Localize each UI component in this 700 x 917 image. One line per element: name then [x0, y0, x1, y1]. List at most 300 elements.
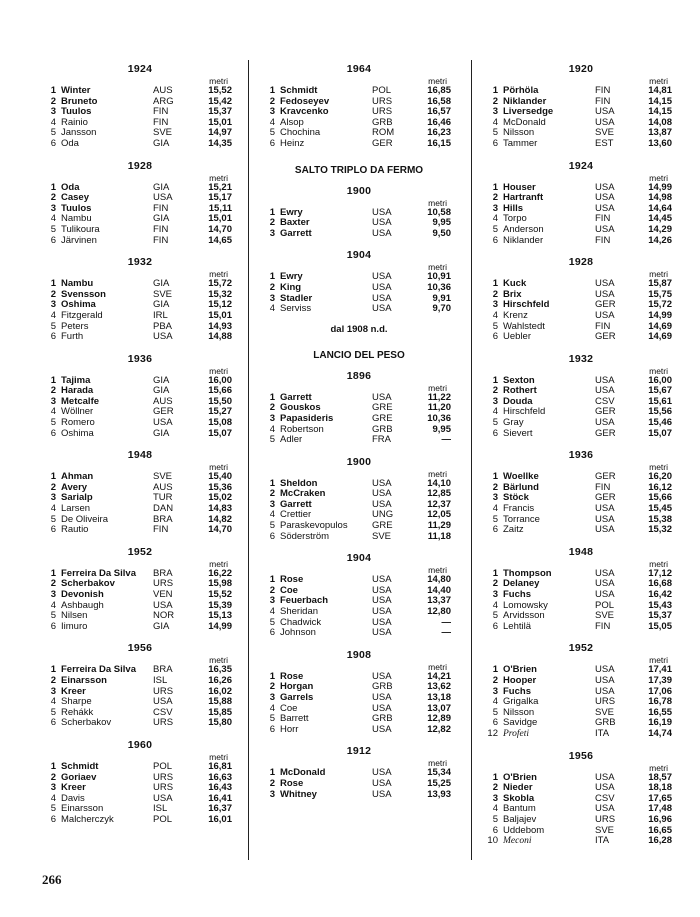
athlete-name: Schmidt [61, 761, 99, 772]
place-number: 1 [269, 85, 275, 96]
unit-label: metri [428, 76, 447, 86]
place-number: 5 [492, 513, 498, 525]
country-code: AUS [153, 395, 173, 407]
athlete-name: Tuulos [61, 203, 92, 214]
place-number: 4 [492, 803, 498, 815]
result-value: 16,68 [648, 578, 672, 590]
place-number: 6 [50, 234, 56, 246]
result-value: 15,13 [208, 610, 232, 622]
place-number: 6 [50, 137, 56, 149]
place-number: 3 [492, 202, 498, 214]
result-value: 16,26 [208, 674, 232, 686]
place-number: 3 [269, 595, 275, 607]
athlete-name: Gray [503, 418, 524, 429]
result-row [263, 489, 455, 500]
place-number: 4 [269, 116, 275, 128]
result-row [263, 86, 455, 97]
country-code: USA [595, 192, 615, 204]
country-code: USA [595, 288, 615, 300]
place-number: 3 [269, 292, 275, 304]
country-code: ROM [372, 127, 395, 139]
unit-label: metri [649, 655, 668, 666]
result-value: 17,48 [648, 803, 672, 815]
athlete-name: Douda [503, 396, 533, 407]
place-number: 4 [492, 503, 498, 515]
athlete-name: Scherbakov [61, 718, 112, 729]
result-row [44, 376, 236, 387]
place-number: 1 [492, 567, 498, 579]
result-value: 14,69 [648, 331, 672, 343]
year-block [263, 62, 455, 150]
athlete-name: Garrett [280, 392, 312, 403]
athlete-name: Hooper [503, 675, 537, 686]
result-row [263, 500, 455, 511]
athlete-name: Brix [503, 289, 522, 300]
athlete-name: Delaney [503, 579, 540, 590]
place-number: 6 [492, 427, 498, 439]
place-number: 3 [50, 202, 56, 214]
unit-label: metri [428, 565, 447, 576]
country-code: SVE [153, 288, 173, 300]
year-block [486, 749, 676, 847]
athlete-name: Ewry [280, 272, 303, 283]
athlete-name: Nilsson [503, 707, 535, 718]
result-row [263, 693, 455, 704]
place-number: 5 [269, 616, 275, 628]
country-code: BRA [153, 513, 173, 525]
result-value: 11,29 [427, 520, 451, 532]
athlete-name: Horr [280, 724, 299, 735]
athlete-name: Harada [61, 386, 94, 397]
place-number: 6 [492, 234, 498, 246]
athlete-name: Johnson [280, 628, 316, 639]
place-number: 2 [269, 681, 275, 693]
result-row [486, 729, 676, 740]
athlete-name: Rehákk [61, 707, 94, 718]
athlete-name: Ferreira Da Silva [61, 568, 136, 579]
result-row [263, 403, 455, 414]
place-number: 6 [492, 717, 498, 729]
result-value: 16,23 [427, 127, 451, 139]
result-row [44, 193, 236, 204]
place-number: 5 [50, 417, 56, 429]
result-value: 11,20 [427, 402, 451, 414]
year-heading: 1936 [127, 352, 153, 365]
place-number: 3 [50, 685, 56, 697]
athlete-name: Malcherczyk [61, 814, 114, 825]
result-value: 16,58 [427, 95, 451, 107]
result-row [44, 107, 236, 118]
result-value: 15,56 [648, 406, 672, 418]
athlete-name: Gouskos [280, 403, 321, 414]
result-value: 15,25 [427, 777, 451, 789]
result-value: 16,65 [648, 824, 672, 836]
country-code: USA [595, 202, 615, 214]
place-number: 1 [50, 664, 56, 676]
place-number: 3 [492, 106, 498, 118]
result-row [44, 601, 236, 612]
result-value: 14,99 [648, 309, 672, 321]
athlete-name: Kreer [61, 686, 86, 697]
country-code: USA [595, 181, 615, 193]
place-number: 5 [269, 434, 275, 446]
place-number: 5 [492, 610, 498, 622]
athlete-name: Arvidsson [503, 611, 545, 622]
athlete-name: Baljajev [503, 814, 537, 825]
country-code: USA [595, 309, 615, 321]
place-number: 2 [50, 95, 56, 107]
result-row [486, 86, 676, 97]
country-code: BRA [153, 567, 173, 579]
year-heading: 1948 [568, 545, 594, 558]
result-row [44, 97, 236, 108]
country-code: USA [372, 616, 392, 628]
athlete-name: Anderson [503, 224, 544, 235]
result-row [44, 118, 236, 129]
place-number: 1 [269, 271, 275, 283]
result-value: 14,29 [648, 223, 672, 235]
result-value: 16,85 [427, 85, 451, 96]
result-row [263, 607, 455, 618]
athlete-name: Coe [280, 703, 298, 714]
country-code: FIN [153, 202, 169, 214]
athlete-name: Savidge [503, 718, 538, 729]
year-block [44, 448, 236, 536]
place-number: 5 [492, 127, 498, 139]
place-number: 5 [492, 417, 498, 429]
place-number: 4 [492, 309, 498, 321]
country-code: USA [595, 223, 615, 235]
result-value: 9,50 [432, 227, 451, 239]
country-code: USA [153, 417, 173, 429]
athlete-name: Meconi [503, 836, 532, 847]
country-code: SVE [153, 471, 173, 483]
result-row [44, 783, 236, 794]
place-number: 2 [492, 481, 498, 493]
athlete-name: Wöllner [61, 407, 94, 418]
country-code: GIA [153, 374, 170, 386]
year-block [486, 545, 676, 633]
year-heading: 1964 [346, 63, 372, 75]
result-value: 16,00 [648, 374, 672, 386]
country-code: USA [595, 417, 615, 429]
country-code: USA [595, 374, 615, 386]
place-number: 10 [487, 835, 498, 847]
athlete-name: Sarialp [61, 493, 93, 504]
place-number: 2 [269, 488, 275, 500]
place-number: 2 [492, 674, 498, 686]
athlete-name: Scherbakov [61, 579, 115, 590]
result-row [44, 322, 236, 333]
country-code: GIA [153, 213, 170, 225]
athlete-name: Fuchs [503, 686, 531, 697]
place-number: 6 [269, 723, 275, 735]
year-heading: 1932 [127, 256, 153, 269]
place-number: 3 [492, 395, 498, 407]
place-number: 5 [50, 803, 56, 815]
unit-label: metri [428, 262, 447, 273]
athlete-name: Ferreira Da Silva [61, 665, 136, 676]
athlete-name: Torpo [503, 214, 527, 225]
country-code: POL [153, 813, 173, 825]
result-value: 18,57 [648, 771, 672, 783]
result-row [263, 272, 455, 283]
country-code: USA [595, 567, 615, 579]
year-heading: 1896 [346, 369, 372, 382]
place-number: 2 [492, 192, 498, 204]
year-heading: 1924 [568, 159, 594, 172]
athlete-name: Fedoseyev [280, 96, 330, 107]
result-value: 12,37 [427, 498, 451, 510]
column-divider [248, 60, 249, 860]
result-value: 15,21 [208, 181, 232, 193]
place-number: 6 [492, 524, 498, 536]
country-code: USA [372, 227, 392, 239]
country-code: USA [372, 488, 392, 500]
place-number: 1 [492, 471, 498, 483]
result-row [263, 393, 455, 404]
athlete-name: Ahman [61, 472, 94, 483]
year-heading: 1952 [568, 642, 594, 655]
result-row [44, 483, 236, 494]
place-number: 4 [50, 309, 56, 321]
athlete-name: Woellke [503, 472, 539, 483]
place-number: 3 [269, 106, 275, 118]
result-value: 16,01 [208, 813, 232, 825]
year-heading: 1900 [346, 184, 372, 197]
place-number: 2 [492, 578, 498, 590]
result-value: 14,99 [648, 181, 672, 193]
country-code: SVE [595, 610, 615, 622]
result-value: — [441, 616, 451, 628]
country-code: GER [595, 492, 616, 504]
result-value: 9,70 [432, 303, 451, 315]
country-code: FIN [595, 85, 611, 96]
result-value: 15,87 [648, 278, 672, 290]
result-row [44, 525, 236, 536]
country-code: SVE [595, 706, 615, 718]
place-number: 3 [269, 227, 275, 239]
place-number: 1 [269, 670, 275, 682]
result-row [44, 687, 236, 698]
athlete-name: Sievert [503, 428, 533, 439]
result-value: 16,28 [648, 835, 672, 847]
athlete-name: Uddebom [503, 825, 545, 836]
result-row [44, 418, 236, 429]
result-row [44, 794, 236, 805]
athlete-name: Kreer [61, 783, 86, 794]
result-row [263, 414, 455, 425]
results-column-1 [44, 58, 236, 835]
country-code: CSV [595, 792, 615, 804]
athlete-name: Bantum [503, 804, 536, 815]
country-code: GRE [372, 412, 393, 424]
result-value: 15,12 [208, 299, 232, 311]
athlete-name: Crettier [280, 510, 312, 521]
result-value: 14,98 [648, 192, 672, 204]
result-value: 13,93 [427, 788, 451, 800]
country-code: NOR [153, 610, 175, 622]
country-code: URS [153, 717, 174, 729]
country-code: USA [595, 685, 615, 697]
country-code: USA [372, 723, 392, 735]
country-code: URS [153, 782, 174, 794]
result-row [44, 236, 236, 247]
country-code: URS [153, 578, 174, 590]
place-number: 5 [50, 706, 56, 718]
place-number: 3 [50, 782, 56, 794]
place-number: 1 [269, 206, 275, 218]
place-number: 2 [269, 95, 275, 107]
athlete-name: Papasideris [280, 413, 334, 424]
year-block [263, 248, 455, 314]
result-value: 12,89 [427, 713, 451, 725]
year-heading: 1936 [568, 449, 594, 462]
athlete-name: McCraken [280, 489, 326, 500]
country-code: AUS [153, 85, 173, 96]
country-code: UNG [372, 509, 394, 521]
place-number: 4 [269, 509, 275, 521]
result-value: 14,64 [648, 202, 672, 214]
year-block [44, 255, 236, 343]
place-number: 5 [269, 520, 275, 532]
result-row [44, 590, 236, 601]
place-number: 2 [50, 288, 56, 300]
place-number: 1 [492, 85, 498, 96]
place-number: 6 [492, 824, 498, 836]
country-code: USA [153, 599, 173, 611]
place-number: 2 [269, 584, 275, 596]
result-row [44, 493, 236, 504]
athlete-name: Lehtilä [503, 621, 531, 632]
year-block [486, 159, 676, 247]
country-code: GER [595, 331, 616, 343]
country-code: AUS [153, 481, 173, 493]
place-number: 4 [50, 116, 56, 128]
place-number: 5 [269, 713, 275, 725]
place-number: 5 [50, 320, 56, 332]
athlete-name: Järvinen [61, 235, 97, 246]
country-code: USA [372, 767, 392, 779]
athlete-name: Oda [61, 138, 79, 149]
result-value: 17,06 [648, 685, 672, 697]
result-row [44, 290, 236, 301]
country-code: TUR [153, 492, 173, 504]
place-number: 3 [492, 589, 498, 600]
country-code: GIA [153, 299, 170, 311]
country-code: ARG [153, 95, 174, 107]
result-row [44, 665, 236, 676]
place-number: 1 [492, 181, 498, 193]
result-row [44, 332, 236, 343]
result-value: 16,37 [208, 803, 232, 815]
result-row [263, 682, 455, 693]
result-value: 15,17 [208, 192, 232, 204]
result-row [44, 139, 236, 150]
unit-label: metri [428, 382, 447, 393]
place-number: 3 [50, 299, 56, 311]
country-code: ITA [595, 835, 610, 847]
result-value: 15,05 [648, 620, 672, 632]
result-value: 13,87 [648, 127, 672, 139]
country-code: GIA [153, 137, 170, 149]
place-number: 4 [269, 606, 275, 618]
country-code: POL [153, 760, 173, 772]
place-number: 1 [50, 181, 56, 193]
place-number: 3 [50, 106, 56, 118]
unit-label: metri [649, 269, 668, 280]
result-row [486, 622, 676, 633]
result-value: 15,07 [208, 427, 232, 439]
country-code: USA [595, 503, 615, 515]
result-row [263, 118, 455, 129]
result-row [263, 218, 455, 229]
result-row [44, 386, 236, 397]
country-code: USA [595, 664, 615, 676]
country-code: USA [595, 589, 615, 600]
result-value: 16,42 [648, 589, 672, 600]
result-row [486, 815, 676, 826]
country-code: FIN [595, 95, 611, 107]
place-number: 1 [492, 374, 498, 386]
result-value: 15,88 [208, 696, 232, 708]
place-number: 3 [492, 685, 498, 697]
athlete-name: Paraskevopulos [280, 521, 348, 532]
place-number: 3 [50, 589, 56, 600]
place-number: 6 [492, 620, 498, 632]
result-row [44, 128, 236, 139]
country-code: FIN [595, 481, 611, 493]
place-number: 1 [269, 477, 275, 489]
country-code: USA [372, 292, 392, 304]
athlete-name: Heinz [280, 138, 305, 149]
country-code: GIA [153, 385, 170, 397]
unit-label: metri [649, 462, 668, 473]
place-number: 2 [269, 217, 275, 229]
athlete-name: Rautio [61, 525, 89, 536]
place-number: 2 [492, 288, 498, 300]
result-row [44, 697, 236, 708]
result-row [263, 107, 455, 118]
place-number: 6 [269, 137, 275, 149]
athlete-name: Chochina [280, 128, 321, 139]
unit-label: metri [649, 762, 668, 773]
country-code: FIN [153, 223, 169, 235]
result-value: 16,57 [427, 106, 451, 118]
result-row [263, 521, 455, 532]
country-code: SVE [595, 824, 615, 836]
result-value: 16,63 [208, 771, 232, 783]
country-code: GRE [372, 520, 393, 532]
result-value: 16,96 [648, 813, 672, 825]
country-code: POL [595, 599, 615, 611]
athlete-name: Coe [280, 585, 298, 596]
result-row [263, 672, 455, 683]
result-value: — [441, 627, 451, 639]
country-code: GRB [595, 717, 616, 729]
country-code: GIA [153, 181, 170, 193]
result-value: 14,26 [648, 234, 672, 246]
place-number: 5 [50, 223, 56, 235]
athlete-name: Oda [61, 182, 80, 193]
country-code: GRB [372, 713, 393, 725]
country-code: GER [153, 406, 174, 418]
result-value: 15,01 [208, 309, 232, 321]
country-code: FIN [595, 234, 611, 246]
result-value: 14,93 [208, 320, 232, 332]
country-code: FIN [595, 620, 611, 632]
result-value: 15,01 [208, 116, 232, 128]
